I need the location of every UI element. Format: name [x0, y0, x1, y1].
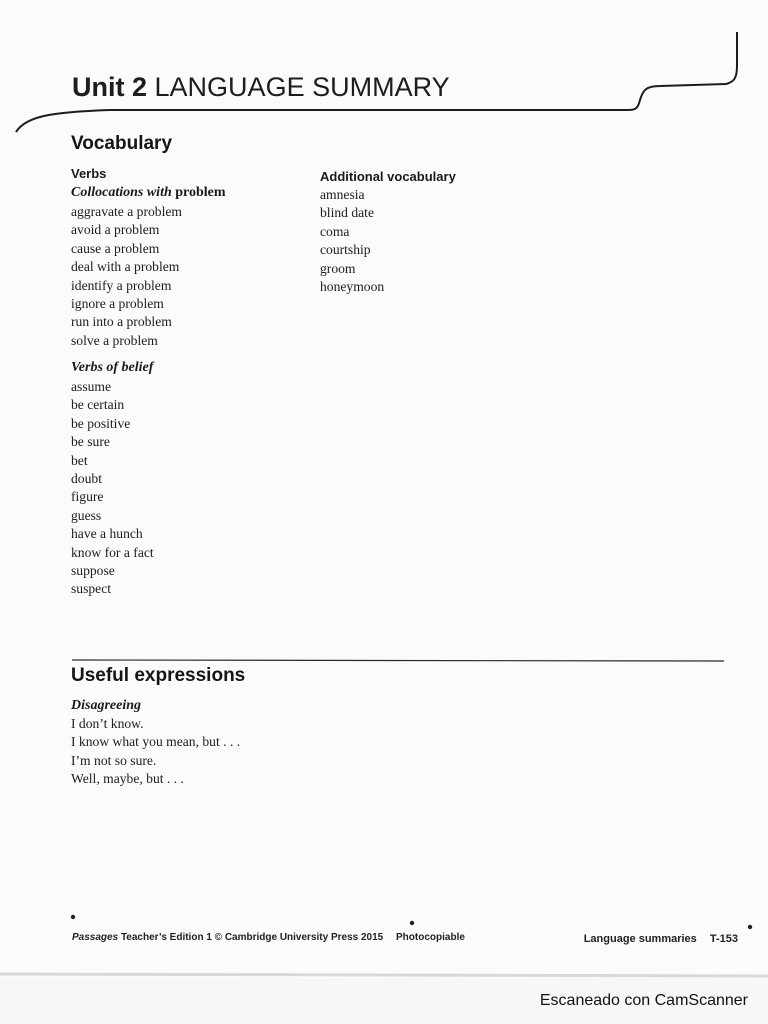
disagreeing-heading-text: Disagreeing	[71, 698, 141, 713]
list-item: blind date	[320, 205, 374, 221]
list-item: honeymoon	[320, 279, 385, 295]
list-item: be sure	[71, 434, 110, 450]
title-text: LANGUAGE SUMMARY	[154, 72, 450, 102]
page-edge	[0, 974, 768, 976]
list-item: figure	[71, 489, 104, 505]
list-item: cause a problem	[71, 240, 160, 256]
collocations-heading-italic: Collocations with	[71, 185, 172, 200]
list-item: deal with a problem	[71, 259, 180, 275]
unit-label: Unit 2	[72, 72, 148, 102]
additional-vocabulary-list	[320, 186, 384, 296]
page-number: T-153	[709, 933, 738, 945]
scanner-watermark: Escaneado con CamScanner	[539, 992, 748, 1009]
list-item: guess	[71, 507, 102, 523]
footer-section-label: Language summaries	[583, 933, 697, 945]
list-item: avoid a problem	[71, 222, 160, 238]
registration-mark	[71, 915, 75, 919]
disagreeing-heading	[71, 697, 141, 715]
list-item: be certain	[71, 397, 125, 413]
footer-publication: Passages	[72, 932, 119, 943]
additional-vocabulary-heading: Additional vocabulary	[320, 169, 456, 184]
list-item: ignore a problem	[71, 296, 164, 312]
collocations-list	[71, 203, 182, 350]
list-item: solve a problem	[71, 332, 158, 348]
unit-title	[72, 70, 450, 104]
list-item: aggravate a problem	[71, 204, 182, 219]
verbs-of-belief-list	[71, 378, 154, 599]
list-item: assume	[71, 379, 112, 394]
section-divider	[72, 660, 724, 661]
verbs-of-belief-heading	[71, 359, 153, 377]
list-item: have a hunch	[71, 526, 143, 542]
list-item: amnesia	[320, 187, 365, 202]
disagreeing-list	[71, 715, 240, 789]
verbs-heading: Verbs	[71, 166, 107, 181]
list-item: be positive	[71, 415, 131, 431]
list-item: identify a problem	[71, 277, 172, 293]
list-item: I’m not so sure.	[71, 752, 157, 768]
list-item: I know what you mean, but . . .	[71, 734, 241, 750]
list-item: I don’t know.	[71, 716, 144, 731]
collocations-heading	[71, 184, 226, 202]
vocabulary-heading: Vocabulary	[71, 133, 173, 154]
verbs-of-belief-heading-text: Verbs of belief	[71, 360, 154, 375]
list-item: groom	[320, 260, 356, 276]
list-item: Well, maybe, but . . .	[71, 771, 184, 787]
list-item: bet	[71, 452, 88, 468]
list-item: run into a problem	[71, 314, 172, 330]
list-item: suppose	[71, 563, 115, 579]
collocations-heading-bold: problem	[175, 185, 226, 200]
list-item: coma	[320, 223, 350, 239]
registration-mark	[748, 925, 752, 929]
useful-expressions-heading: Useful expressions	[71, 665, 246, 686]
list-item: suspect	[71, 581, 112, 597]
list-item: doubt	[71, 471, 102, 487]
footer-credit	[72, 932, 465, 943]
registration-mark	[410, 921, 414, 925]
footer-edition: Teacher’s Edition 1 © Cambridge University Press 2015	[120, 932, 384, 943]
footer-photocopiable: Photocopiable	[396, 932, 465, 943]
list-item: know for a fact	[71, 544, 154, 560]
footer-page-info	[584, 933, 738, 945]
list-item: courtship	[320, 242, 371, 258]
